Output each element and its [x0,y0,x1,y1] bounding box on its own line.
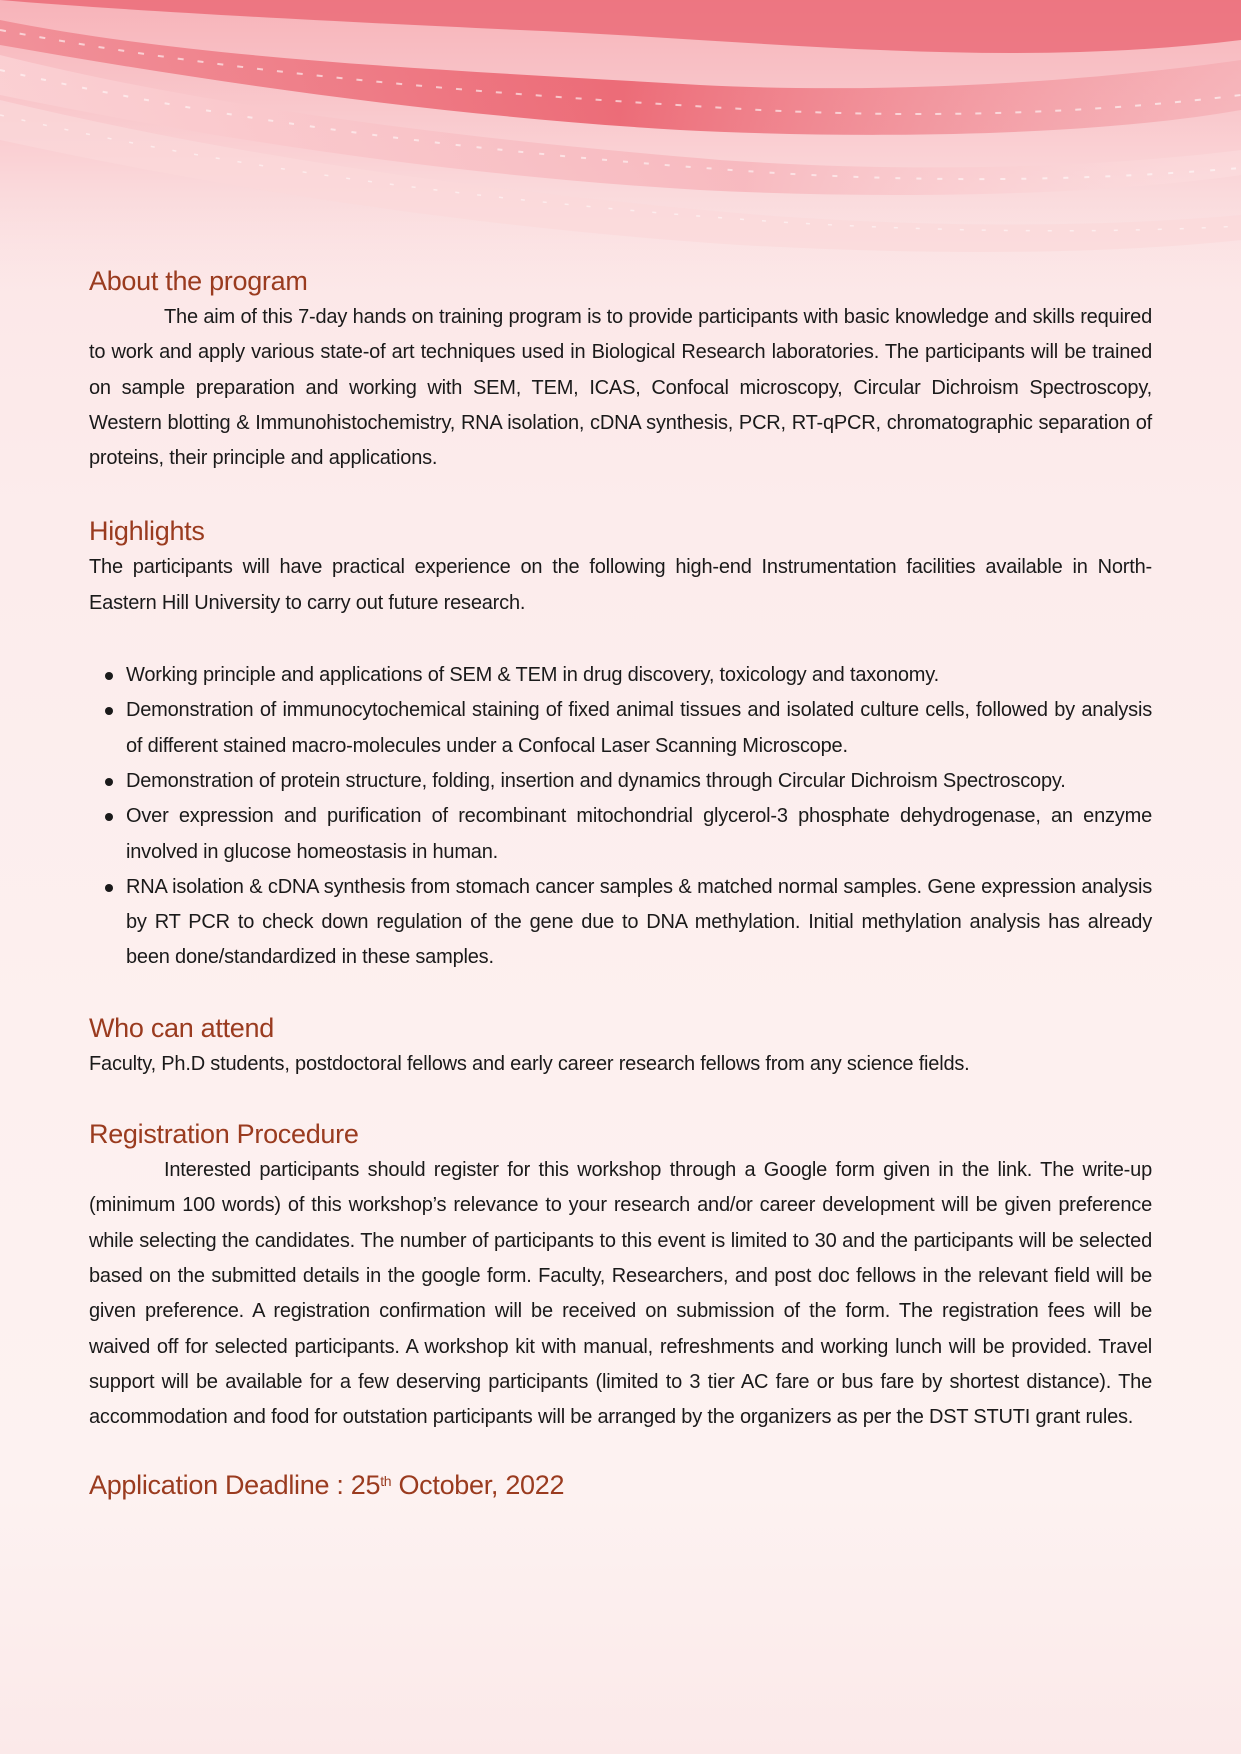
deadline-label: Application Deadline : 25 [89,1470,381,1501]
list-item [126,870,1152,976]
list-item [126,799,1152,870]
highlights-list [89,658,1152,976]
decorative-wave-banner [0,0,1241,300]
document-body [89,262,1152,1504]
list-item-text: Working principle and applications of SEM & TEM in drug discovery, toxicology and taxonomy. [126,664,939,687]
who-text: Faculty, Ph.D students, postdoctoral fellows and early career research fellows from any science fields. [89,1052,970,1075]
list-item [126,764,1152,799]
list-item-text: Over expression and purification of recombinant mitochondrial glycerol-3 phosphate dehydrogenase, an enzyme involved in glucose homeostasis in human. [126,805,1152,863]
about-text: The aim of this 7-day hands on training program is to provide participants with basic knowledge and skills required to work and apply various state-of art techniques used in Biological Research laboratories. The participants will be trained on sample preparation and working with SEM, TEM, ICAS, Confocal microscopy, Circular Dichroism Spectroscopy, Western blotting & Immunohistochemistry, RNA isolation, cDNA synthesis, PCR, RT-qPCR, chromatographic separation of proteins, their principle and applications. [89,306,1152,470]
deadline-ordinal: th [380,1473,392,1490]
who-heading: Who can attend [89,1012,274,1043]
registration-heading: Registration Procedure [89,1119,359,1150]
list-item-text: Demonstration of immunocytochemical staining of fixed animal tissues and isolated culture cells, followed by analysis of different stained macro-molecules under a Confocal Laser Scanning Microscope. [126,699,1152,757]
list-item-text: Demonstration of protein structure, folding, insertion and dynamics through Circular Dichroism Spectroscopy. [126,769,1066,792]
list-item [126,658,1152,693]
about-heading: About the program [89,266,308,296]
bullet-icon [105,813,113,821]
highlights-heading: Highlights [89,516,205,547]
highlights-intro: The participants will have practical experience on the following high-end Instrumentation facilities available in North-Eastern Hill University to carry out future research. [89,556,1152,614]
application-deadline [89,1466,1152,1504]
list-item-text: RNA isolation & cDNA synthesis from stomach cancer samples & matched normal samples. Gene expression analysis by RT PCR to check down regulation of the gene due to DNA methylation. Initial methylation analysis has already been done/standardized in these samples. [126,875,1152,969]
registration-text: Interested participants should register for this workshop through a Google form given in the link. The write-up (minimum 100 words) of this workshop’s relevance to your research and/or career development will be given preference while selecting the candidates. The number of participants to this event is limited to 30 and the participants will be selected based on the submitted details in the google form. Faculty, Researchers, and post doc fellows in the relevant field will be given preference. A registration confirmation will be received on submission of the form. The registration fees will be waived off for selected participants. A workshop kit with manual, refreshments and working lunch will be provided. Travel support will be available for a few deserving participants (limited to 3 tier AC fare or bus fare by shortest distance). The accommodation and food for outstation participants will be arranged by the organizers as per the DST STUTI grant rules. [89,1159,1152,1429]
bullet-icon [105,884,113,892]
bullet-icon [105,707,113,715]
deadline-date: October, 2022 [391,1470,565,1501]
list-item [126,693,1152,764]
bullet-icon [105,672,113,680]
bullet-icon [105,778,113,786]
